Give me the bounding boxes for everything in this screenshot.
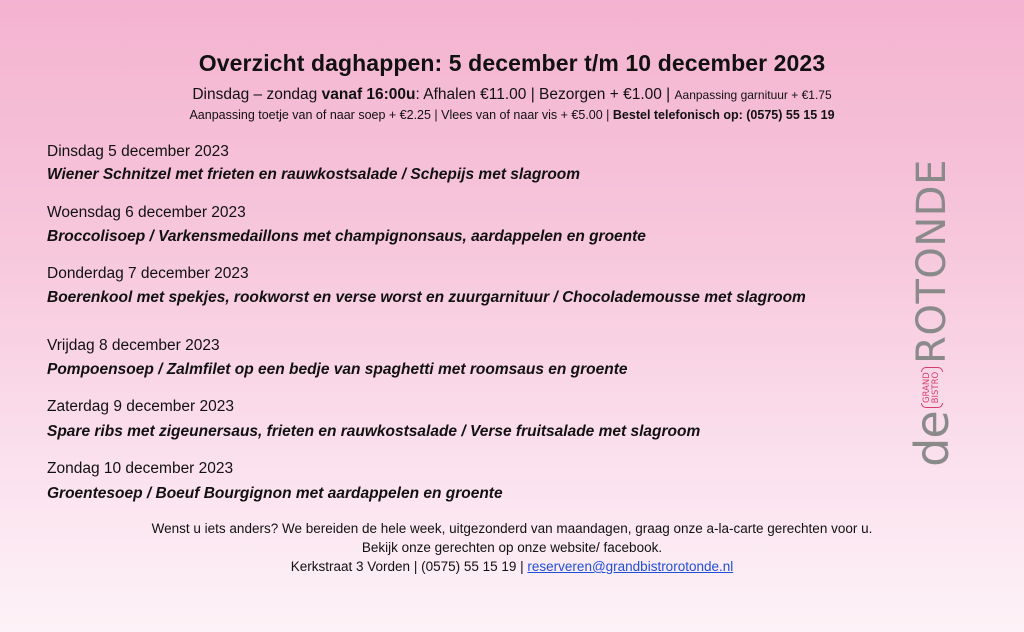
day-menu: Groentesoep / Boeuf Bourgignon met aardappelen en groente <box>47 485 503 502</box>
pricing-adjustments: Aanpassing toetje van of naar soep + €2.25 | Vlees van of naar vis + €5.00 | <box>189 108 613 122</box>
rotonde-logo <box>892 159 972 467</box>
email-link[interactable]: reserveren@grandbistrorotonde.nl <box>527 559 734 574</box>
logo-de: de <box>905 411 959 467</box>
day-menu: Spare ribs met zigeunersaus, frieten en rauwkostsalade / Verse fruitsalade met slagroom <box>47 423 701 440</box>
footer-contact <box>0 559 1024 574</box>
footer-address: Kerkstraat 3 Vorden | (0575) 55 15 19 | <box>290 559 528 574</box>
pricing-line-1 <box>0 86 1024 104</box>
day-date: Vrijdag 8 december 2023 <box>47 337 220 354</box>
pricing-days: Dinsdag – zondag <box>192 86 322 103</box>
logo-grand-bistro <box>923 368 941 408</box>
logo-bistro: BISTRO <box>931 371 941 404</box>
footer-note: Wenst u iets anders? We bereiden de hele week, uitgezonderd van maandagen, graag onze a-la-carte gerechten voor u. <box>151 521 873 536</box>
page-title: Overzicht daghappen: 5 december t/m 10 december 2023 <box>198 50 826 76</box>
day-menu: Wiener Schnitzel met frieten en rauwkostsalade / Schepijs met slagroom <box>47 166 581 183</box>
day-date: Woensdag 6 december 2023 <box>47 204 246 221</box>
day-date: Donderdag 7 december 2023 <box>47 265 249 282</box>
day-menu: Broccolisoep / Varkensmedaillons met champignonsaus, aardappelen en groente <box>47 228 646 245</box>
pricing-line-2 <box>0 108 1024 122</box>
pricing-prices: : Afhalen €11.00 | Bezorgen + €1.00 | <box>415 86 675 103</box>
pricing-garnish: Aanpassing garnituur + €1.75 <box>674 88 832 102</box>
day-menu: Pompoensoep / Zalmfilet op een bedje van spaghetti met roomsaus en groente <box>47 361 628 378</box>
day-date: Zaterdag 9 december 2023 <box>47 398 234 415</box>
day-date: Dinsdag 5 december 2023 <box>47 143 229 160</box>
pricing-time: vanaf 16:00u <box>321 86 416 103</box>
order-phone: Bestel telefonisch op: (0575) 55 15 19 <box>612 108 835 122</box>
footer-website-note: Bekijk onze gerechten op onze website/ facebook. <box>361 540 663 555</box>
day-date: Zondag 10 december 2023 <box>47 460 234 477</box>
day-menu: Boerenkool met spekjes, rookworst en verse worst en zuurgarnituur / Chocolademousse met slagroom <box>47 289 806 306</box>
logo-rotonde: ROTONDE <box>909 159 955 364</box>
logo-grand: GRAND <box>922 372 932 404</box>
